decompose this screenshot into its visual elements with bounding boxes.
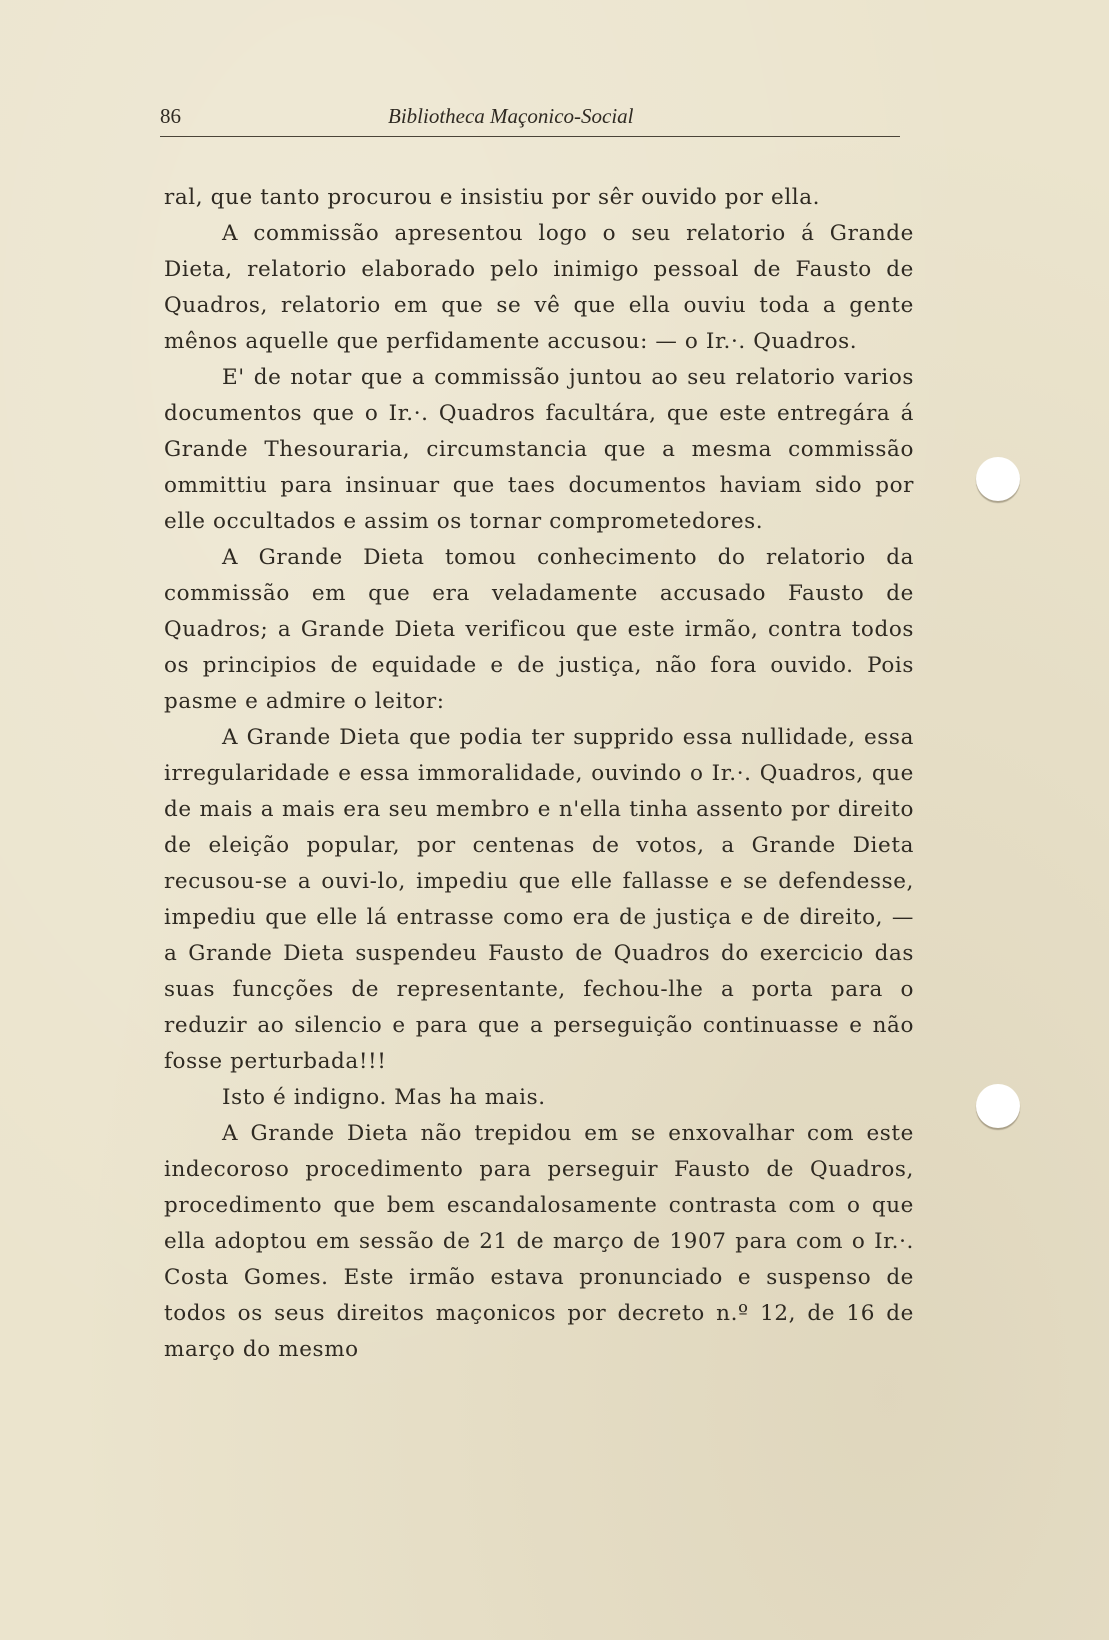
paragraph: Isto é indigno. Mas ha mais. — [222, 1085, 546, 1110]
body-text — [164, 180, 914, 1368]
paragraph: A Grande Dieta tomou conhecimento do relatorio da commissão em que era veladamente accusado Fausto de Quadros; a Grande Dieta verificou que este irmão, contra todos os principios de equidade e de justiça, não fora ouvido. Pois pasme e admire o leitor: — [164, 545, 914, 714]
paragraph: A Grande Dieta que podia ter supprido essa nullidade, essa irregularidade e essa immoralidade, ouvindo o Ir.·. Quadros, que de mais a mais era seu membro e n'ella tinha assento por direito de eleição popular, por centenas de votos, a Grande Dieta recusou-se a ouvi-lo, impediu que elle fallasse e se defendesse, impediu que elle lá entrasse como era de justiça e de direito, — a Grande Dieta suspendeu Fausto de Quadros do exercicio das suas funcções de representante, fechou-lhe a porta para o reduzir ao silencio e para que a perseguição continuasse e não fosse perturbada!!! — [164, 725, 914, 1074]
punch-hole-upper — [976, 457, 1020, 501]
header-rule — [160, 136, 900, 137]
page-number: 86 — [160, 104, 181, 128]
running-title: Bibliotheca Maçonico-Social — [388, 104, 634, 128]
punch-hole-lower — [976, 1084, 1020, 1128]
paragraph: E' de notar que a commissão juntou ao seu relatorio varios documentos que o Ir.·. Quadros facultára, que este entregára á Grande Thesouraria, circumstancia que a mesma commissão ommittiu para insinuar que taes documentos haviam sido por elle occultados e assim os tornar comprometedores. — [164, 365, 914, 534]
paragraph: A commissão apresentou logo o seu relatorio á Grande Dieta, relatorio elaborado pelo inimigo pessoal de Fausto de Quadros, relatorio em que se vê que ella ouviu toda a gente mênos aquelle que perfidamente accusou: — o Ir.·. Quadros. — [164, 221, 914, 354]
page-header — [160, 100, 905, 136]
paragraph: ral, que tanto procurou e insistiu por sêr ouvido por ella. — [164, 185, 821, 210]
paragraph: A Grande Dieta não trepidou em se enxovalhar com este indecoroso procedimento para perseguir Fausto de Quadros, procedimento que bem escandalosamente contrasta com o que ella adoptou em sessão de 21 de março de 1907 para com o Ir.·. Costa Gomes. Este irmão estava pronunciado e suspenso de todos os seus direitos maçonicos por decreto n.º 12, de 16 de março do mesmo — [164, 1121, 914, 1362]
